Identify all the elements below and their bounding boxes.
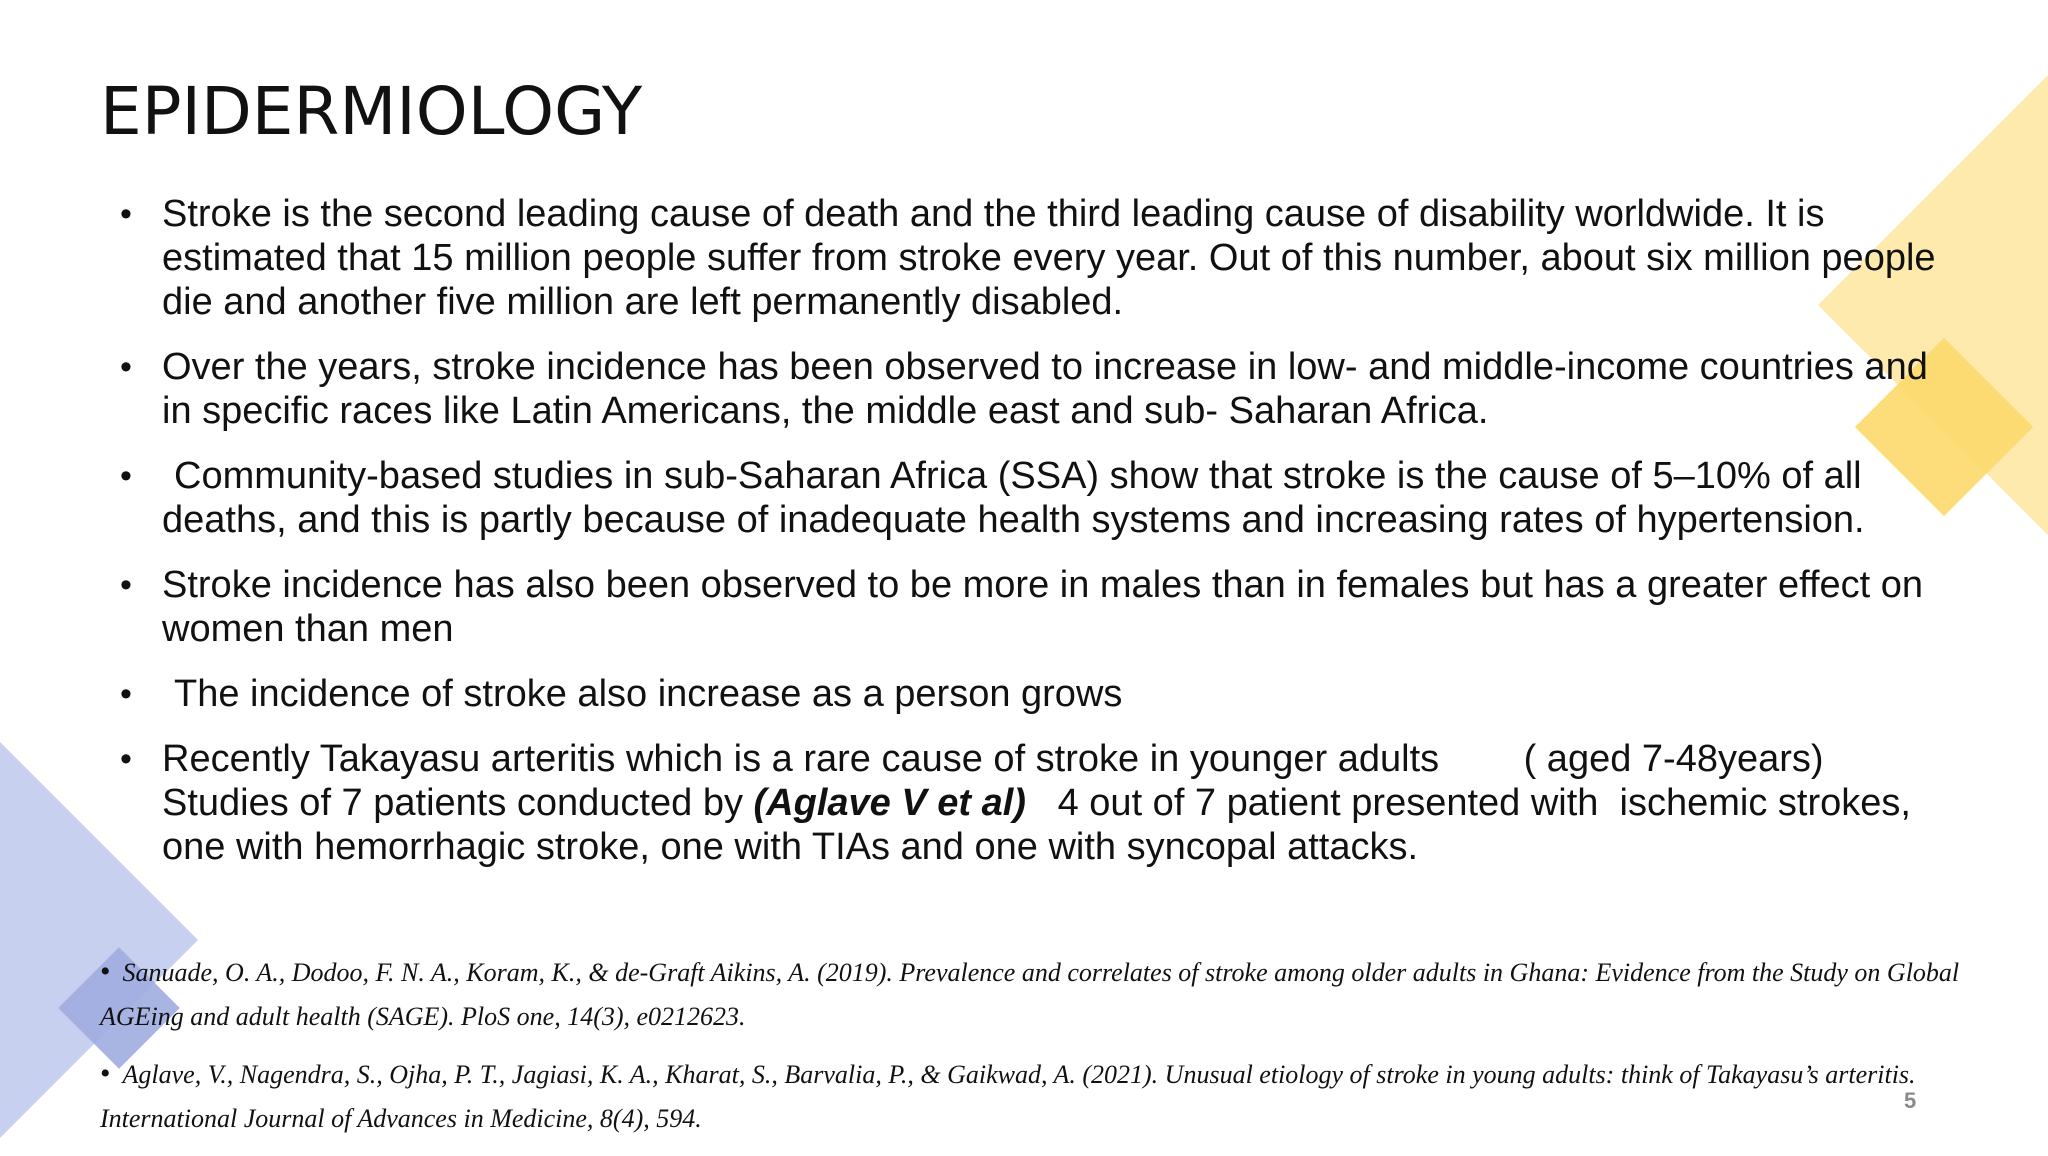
bullet-item — [120, 454, 1940, 542]
bullet-text: Over the years, stroke incidence has been observed to increase in low- and middle-income countries and in specific races like Latin Americans, the middle east and sub- Saharan Africa. — [162, 346, 1928, 432]
bullet-item — [120, 192, 1940, 324]
bullet-text: Stroke incidence has also been observed to be more in males than in females but has a greater effect on women than men — [162, 564, 1924, 650]
bullet-marker: • — [120, 740, 132, 778]
bullet-text: Stroke is the second leading cause of death and the third leading cause of disability worldwide. It is estimated that 15 million people suffer from stroke every year. Out of this number, about six million people die and another five million are left permanently disabled. — [162, 193, 1936, 323]
bullet-text: The incidence of stroke also increase as a person grows — [174, 673, 1123, 715]
bullet-text: Recently Takayasu arteritis which is a rare cause of stroke in younger adults ( aged 7-48years) Studies of 7 patients conducted by — [162, 738, 1824, 824]
bullet-item — [120, 737, 1940, 869]
bullet-marker: • — [120, 195, 132, 233]
references — [100, 950, 1990, 1154]
bullet-list — [120, 192, 1940, 890]
reference-item — [100, 950, 1990, 1039]
bullet-marker: • — [120, 348, 132, 386]
bullet-item — [120, 345, 1940, 433]
bullet-marker: • — [120, 675, 132, 713]
bullet-marker: • — [120, 457, 132, 495]
slide-title: EPIDERMIOLOGY — [100, 73, 643, 150]
reference-item — [100, 1052, 1990, 1141]
reference-marker: • — [100, 1057, 111, 1090]
bullet-text: Community-based studies in sub-Saharan Africa (SSA) show that stroke is the cause of 5–10% of all deaths, and this is partly because of inadequate health systems and increasing rates of hypertension. — [162, 455, 1865, 541]
bullet-marker: • — [120, 566, 132, 604]
bullet-text: 4 out of 7 patient presented with ischemic strokes, one with hemorrhagic stroke, one with TIAs and one with syncopal attacks. — [162, 782, 1911, 868]
page-number: 5 — [1904, 1088, 1917, 1113]
reference-text: Aglave, V., Nagendra, S., Ojha, P. T., Jagiasi, K. A., Kharat, S., Barvalia, P., & Gaikwad, A. (2021). Unusual etiology of stroke in young adults: think of Takayasu’s arteritis. International Journal of Advances in Medicine, 8(4), 594. — [100, 1060, 1916, 1133]
reference-marker: • — [100, 955, 111, 988]
bullet-item — [120, 563, 1940, 651]
inline-citation: (Aglave V et al) — [753, 782, 1026, 824]
reference-text: Sanuade, O. A., Dodoo, F. N. A., Koram, K., & de-Graft Aikins, A. (2019). Prevalence and correlates of stroke among older adults in Ghana: Evidence from the Study on Global AGEing and adult health (SAGE). PloS one, 14(3), e0212623. — [100, 958, 1960, 1031]
bullet-item — [120, 672, 1940, 716]
